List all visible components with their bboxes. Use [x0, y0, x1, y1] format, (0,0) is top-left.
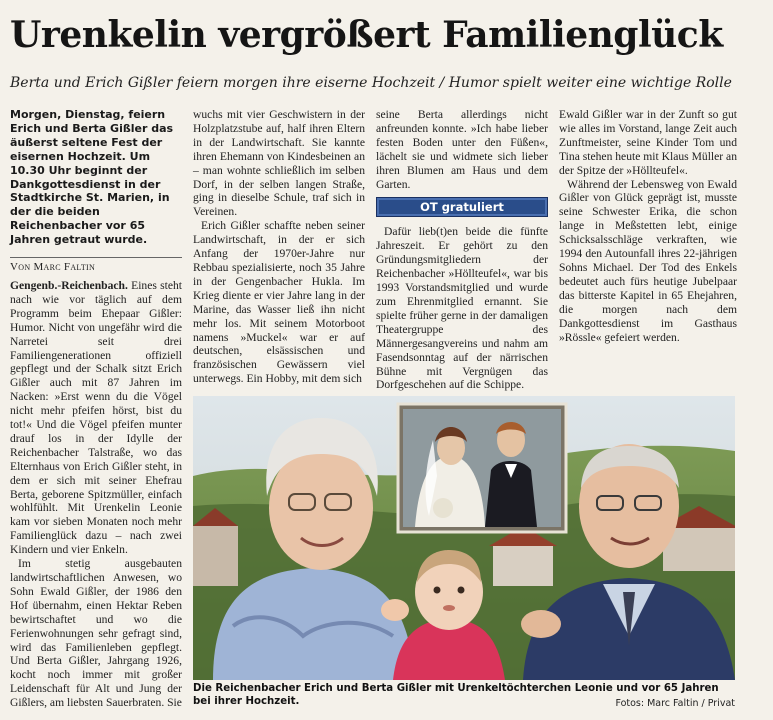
body-paragraph-continued: seine Berta allerdings nicht anfreunden konnte. »Ich habe lieber festen Boden unter den Füßen«, lächelt sie und widmete sich lieber ihren Blumen am Haus und dem Garten. [376, 108, 548, 191]
subheadline: Berta und Erich Gißler feiern morgen ihre eiserne Hochzeit / Humor spielt weiter eine wichtige Rolle [10, 75, 732, 91]
article-column-4 [559, 108, 737, 344]
article-column-3 [376, 108, 548, 392]
lead-paragraph: Morgen, Dienstag, feiern Erich und Berta Gißler das äußerst seltene Fest der eisernen Hochzeit. Um 10.30 Uhr beginnt der Dankgottesdienst in der Stadtkirche St. Marien, in der die beiden Reichenbacher vor 65 Jahren getraut wurde. [10, 108, 174, 247]
ot-gratuliert-box: OT gratuliert [376, 197, 548, 217]
body-paragraph [10, 279, 182, 557]
dateline: Gengenb.-Reichenbach. [10, 278, 128, 292]
wedding-portrait [398, 404, 566, 532]
body-paragraph: Im stetig ausgebauten landwirtschaftlichen Anwesen, wo Sohn Ewald Gißler, der 1986 den Hof übernahm, einen Hektar Reben bewirtschaftet und wo die Ferienwohnungen sehr gefragt sind, wird das Familienleben gepflegt. Und Berta Gißler, Jahrgang 1926, kocht noch immer mit großer Leidenschaft für Alt und Jung der Gißlers, am liebsten Sauerbraten. Sie [10, 557, 182, 710]
body-paragraph: Dafür lieb(t)en beide die fünfte Jahreszeit. Er gehört zu den Gründungsmitgliedern der Reichenbacher »Höllteufel«, war bis 1993 Vorstandsmitglied und wurde zum Ehrenmitglied ernannt. Sie spielte früher gerne in der damaligen Theatergruppe des Männergesangvereins und nahm am Fasendsonntag auf der närrischen Bühne mit Vergnügen das Dorfgeschehen auf die Schippe. [376, 225, 548, 392]
article-column-2 [193, 108, 365, 386]
byline: Von Marc Faltin [10, 257, 182, 275]
headline: Urenkelin vergrößert Familienglück [10, 14, 723, 56]
article-column-1 [10, 108, 182, 710]
body-text: Eines steht nach wie vor täglich auf dem Programm beim Ehepaar Gißler: Humor. Nicht von ungefähr wird die Narretei seit drei Familiengenerationen offiziell gepflegt und der Schalk sitzt Erich Gißler auch mit 87 Jahren im Nacken: »Erst wenn du die Vögel nicht mehr pfeifen hörst, bist du tot!« Und die Vögel pfeifen munter drauf los in der Idylle der Reichenbacher Talstraße, wo das Elternhaus von Erich Gißler steht, in dem er sich mit seiner Ehefrau Berta, geborene Spitzmüller, einfach wohlfühlt. Mit Urenkelin Leonie kam vor sieben Monaten noch mehr Familienglück dazu – nach zwei Kindern und vier Enkeln. [10, 278, 182, 557]
photo-illustration [193, 396, 735, 680]
photo-caption: Die Reichenbacher Erich und Berta Gißler mit Urenkeltöchterchen Leonie und vor 65 Jahren bei ihrer Hochzeit. [193, 683, 719, 707]
couple-photo [193, 396, 735, 680]
photo-credit: Fotos: Marc Faltin / Privat [615, 698, 735, 709]
body-paragraph-continued: wuchs mit vier Geschwistern in der Holzplatzstube auf, half ihren Eltern in der Landwirtschaft. Sie kannte ihren Ehemann von Kindesbeinen an – man wohnte schließlich im selben Dorf, in der selben langen Straße, ging in dieselbe Schule, traf sich in Vereinen. [193, 108, 365, 219]
body-paragraph-continued: Ewald Gißler war in der Zunft so gut wie alles im Vorstand, lange Zeit auch Zunftmeister, seine Kinder Tom und Tina stehen heute mit Klaus Müller an der Spitze der »Höllteufel«. [559, 108, 737, 177]
body-paragraph: Erich Gißler schaffte neben seiner Landwirtschaft, in der er sich Anfang der 1970er-Jahre nur Rebbau spezialisierte, noch 35 Jahre in der Gengenbacher Hukla. Im Krieg diente er vier Jahre lang in der Marine, das Wasser ließ ihn nicht mehr los. Mit seinem Motorboot namens »Muckel« war er auf deutschen, elsässischen und französischen Gewässern viel unterwegs. Ein Hobby, mit dem sich [193, 219, 365, 386]
body-paragraph: Während der Lebensweg von Ewald Gißler von Glück geprägt ist, musste seine Schwester Erika, die schon lange in Meßstetten lebt, einige Schicksalsschläge verkraften, wie 1994 den Autounfall ihres 22-jährigen Sohns Michael. Der Tod des Enkels bedeutet auch fürs heutige Jubelpaar das bitterste Kapitel in 65 Ehejahren, die morgen nach dem Dankgottesdienst im Gasthaus »Rössle« gefeiert werden. [559, 177, 737, 344]
